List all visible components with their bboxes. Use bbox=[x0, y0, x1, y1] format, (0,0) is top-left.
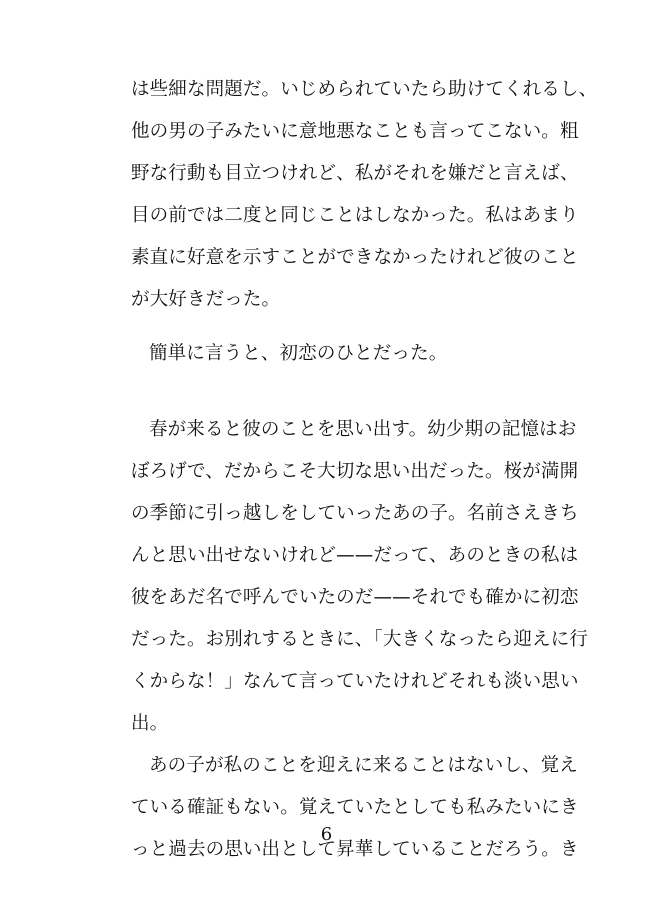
text-line: っと過去の思い出として昇華していることだろう。き bbox=[131, 839, 579, 860]
text-line: あの子が私のことを迎えに来ることはないし、覚え bbox=[149, 755, 578, 776]
text-line: 野な行動も目立つけれど、私がそれを嫌だと言えば、 bbox=[131, 163, 579, 184]
text-line: 素直に好意を示すことができなかったけれど彼のこと bbox=[131, 247, 579, 268]
text-line: 他の男の子みたいに意地悪なことも言ってこない。粗 bbox=[131, 121, 579, 142]
text-line: くからな！」なんて言っていたけれどそれも淡い思い bbox=[131, 671, 579, 692]
text-line: ている確証もない。覚えていたとしても私みたいにき bbox=[131, 797, 579, 818]
text-line: 簡単に言うと、初恋のひとだった。 bbox=[149, 343, 448, 364]
text-line: が大好きだった。 bbox=[131, 289, 281, 310]
text-line: だった。お別れするときに、「大きくなったら迎えに行 bbox=[131, 629, 589, 650]
text-line: 彼をあだ名で呼んでいたのだ——それでも確かに初恋 bbox=[131, 587, 579, 608]
text-line: 出。 bbox=[131, 713, 169, 734]
text-line: ぼろげで、だからこそ大切な思い出だった。桜が満開 bbox=[131, 461, 579, 482]
text-line: は些細な問題だ。いじめられていたら助けてくれるし、 bbox=[131, 79, 598, 100]
text-line: 春が来ると彼のことを思い出す。幼少期の記憶はお bbox=[149, 419, 577, 440]
page-number: 6 bbox=[320, 824, 333, 845]
text-line: の季節に引っ越しをしていったあの子。名前さえきち bbox=[131, 503, 579, 524]
text-line: んと思い出せないけれど——だって、あのときの私は bbox=[131, 545, 579, 566]
text-line: 目の前では二度と同じことはしなかった。私はあまり bbox=[131, 205, 579, 226]
